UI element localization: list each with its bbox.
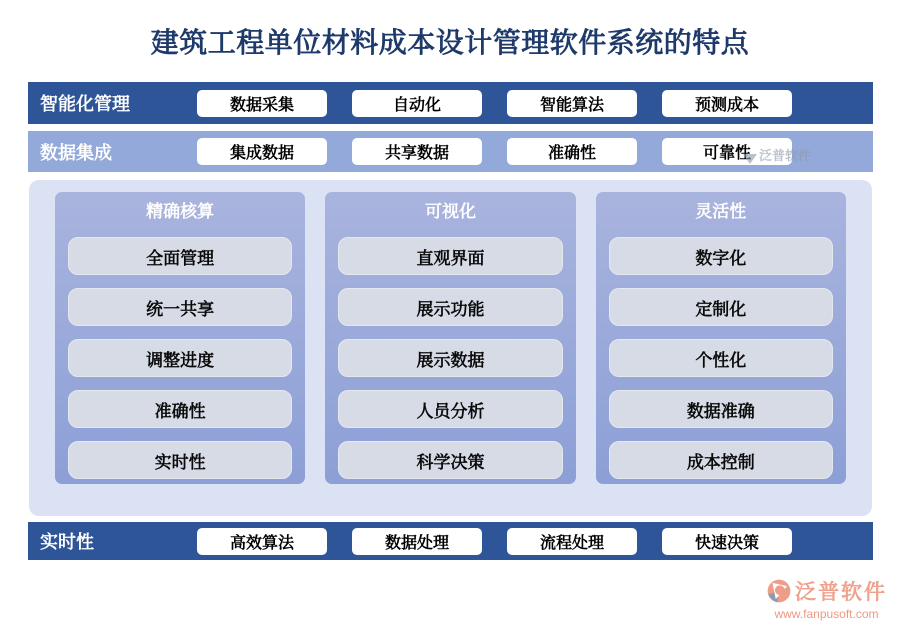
watermark [743, 144, 811, 164]
column-item: 全面管理 [68, 237, 292, 275]
column-item: 数字化 [609, 237, 833, 275]
feature-pill: 快速决策 [662, 528, 792, 555]
feature-pill: 可靠性 [662, 138, 792, 165]
column-item: 科学决策 [338, 441, 562, 479]
column-item: 人员分析 [338, 390, 562, 428]
column-item: 成本控制 [609, 441, 833, 479]
feature-pill: 流程处理 [507, 528, 637, 555]
column-flexibility [596, 192, 846, 484]
column-item: 调整进度 [68, 339, 292, 377]
column-item: 个性化 [609, 339, 833, 377]
feature-pill: 共享数据 [352, 138, 482, 165]
feature-pill: 数据采集 [197, 90, 327, 117]
watermark-logo-icon [743, 154, 757, 164]
feature-pill: 智能算法 [507, 90, 637, 117]
brand-logo [766, 576, 887, 621]
watermark-text: 泛普软件 [758, 147, 811, 163]
column-item: 实时性 [68, 441, 292, 479]
brand-name: 泛普软件 [795, 581, 887, 604]
fanpu-logo-icon [766, 578, 792, 604]
band-data-integration [28, 131, 873, 172]
band-label: 数据集成 [40, 142, 112, 163]
feature-pill: 预测成本 [662, 90, 792, 117]
feature-pill: 自动化 [352, 90, 482, 117]
column-item: 定制化 [609, 288, 833, 326]
feature-pill: 准确性 [507, 138, 637, 165]
band-smart-management [28, 82, 873, 124]
brand-url: www.fanpusoft.com [774, 607, 879, 621]
band-realtime [28, 522, 873, 560]
band-label: 实时性 [40, 532, 94, 552]
feature-pill: 高效算法 [197, 528, 327, 555]
page-title: 建筑工程单位材料成本设计管理软件系统的特点 [150, 27, 750, 58]
column-item: 展示功能 [338, 288, 562, 326]
feature-panel [29, 180, 872, 516]
column-accurate-accounting [55, 192, 305, 484]
column-item: 准确性 [68, 390, 292, 428]
band-label: 智能化管理 [40, 94, 130, 114]
feature-pill: 数据处理 [352, 528, 482, 555]
column-visualization [325, 192, 575, 484]
column-item: 数据准确 [609, 390, 833, 428]
feature-pill: 集成数据 [197, 138, 327, 165]
band-pill-group [197, 138, 792, 165]
column-header: 可视化 [424, 202, 476, 221]
column-item: 直观界面 [338, 237, 562, 275]
column-header: 精确核算 [146, 202, 215, 221]
column-header: 灵活性 [695, 202, 747, 221]
column-item: 展示数据 [338, 339, 562, 377]
band-pill-group [197, 528, 792, 555]
column-item: 统一共享 [68, 288, 292, 326]
band-pill-group [197, 90, 792, 117]
